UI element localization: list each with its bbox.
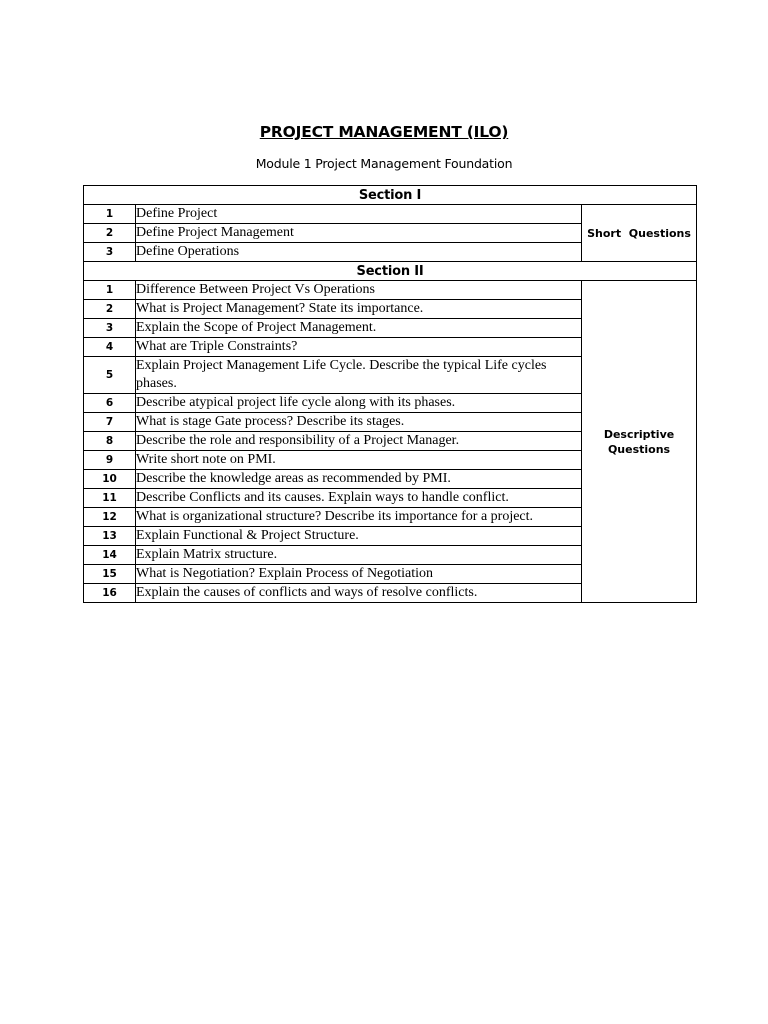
- question-text: What is organizational structure? Describe its importance for a project.: [136, 508, 582, 527]
- question-text: Explain Functional & Project Structure.: [136, 527, 582, 546]
- question-text: Describe Conflicts and its causes. Explain ways to handle conflict.: [136, 489, 582, 508]
- question-text: Define Project: [136, 205, 582, 224]
- question-text: Define Operations: [136, 243, 582, 262]
- questions-table: [83, 185, 697, 603]
- question-number: 2: [84, 300, 136, 319]
- question-text: What are Triple Constraints?: [136, 338, 582, 357]
- question-number: 11: [84, 489, 136, 508]
- question-text: What is Project Management? State its importance.: [136, 300, 582, 319]
- document-title: PROJECT MANAGEMENT (ILO): [259, 123, 509, 141]
- question-number: 1: [84, 205, 136, 224]
- question-number: 1: [84, 281, 136, 300]
- question-number: 9: [84, 451, 136, 470]
- section-heading: Section I: [84, 186, 697, 205]
- question-text: Explain the causes of conflicts and ways of resolve conflicts.: [136, 584, 582, 603]
- question-text: Explain Project Management Life Cycle. Describe the typical Life cycles phases.: [136, 357, 582, 394]
- question-text: Write short note on PMI.: [136, 451, 582, 470]
- table-row: [84, 281, 697, 300]
- document-subtitle: Module 1 Project Management Foundation: [255, 156, 513, 171]
- question-number: 15: [84, 565, 136, 584]
- question-category: [582, 281, 697, 603]
- table-row: [84, 205, 697, 224]
- question-category: Short Questions: [582, 205, 697, 262]
- question-text: Difference Between Project Vs Operations: [136, 281, 582, 300]
- category-line: Questions: [607, 442, 671, 456]
- question-number: 6: [84, 394, 136, 413]
- question-text: Describe atypical project life cycle along with its phases.: [136, 394, 582, 413]
- question-number: 7: [84, 413, 136, 432]
- question-text: Describe the knowledge areas as recommended by PMI.: [136, 470, 582, 489]
- question-text: Explain the Scope of Project Management.: [136, 319, 582, 338]
- question-number: 5: [84, 357, 136, 394]
- section-heading: Section II: [84, 262, 697, 281]
- question-number: 8: [84, 432, 136, 451]
- question-number: 14: [84, 546, 136, 565]
- question-text: Define Project Management: [136, 224, 582, 243]
- question-number: 3: [84, 243, 136, 262]
- question-text: Explain Matrix structure.: [136, 546, 582, 565]
- category-line: Descriptive: [603, 427, 675, 441]
- question-number: 3: [84, 319, 136, 338]
- question-number: 12: [84, 508, 136, 527]
- question-number: 2: [84, 224, 136, 243]
- question-number: 10: [84, 470, 136, 489]
- question-number: 13: [84, 527, 136, 546]
- question-text: What is Negotiation? Explain Process of Negotiation: [136, 565, 582, 584]
- question-number: 4: [84, 338, 136, 357]
- question-number: 16: [84, 584, 136, 603]
- question-text: What is stage Gate process? Describe its stages.: [136, 413, 582, 432]
- question-text: Describe the role and responsibility of a Project Manager.: [136, 432, 582, 451]
